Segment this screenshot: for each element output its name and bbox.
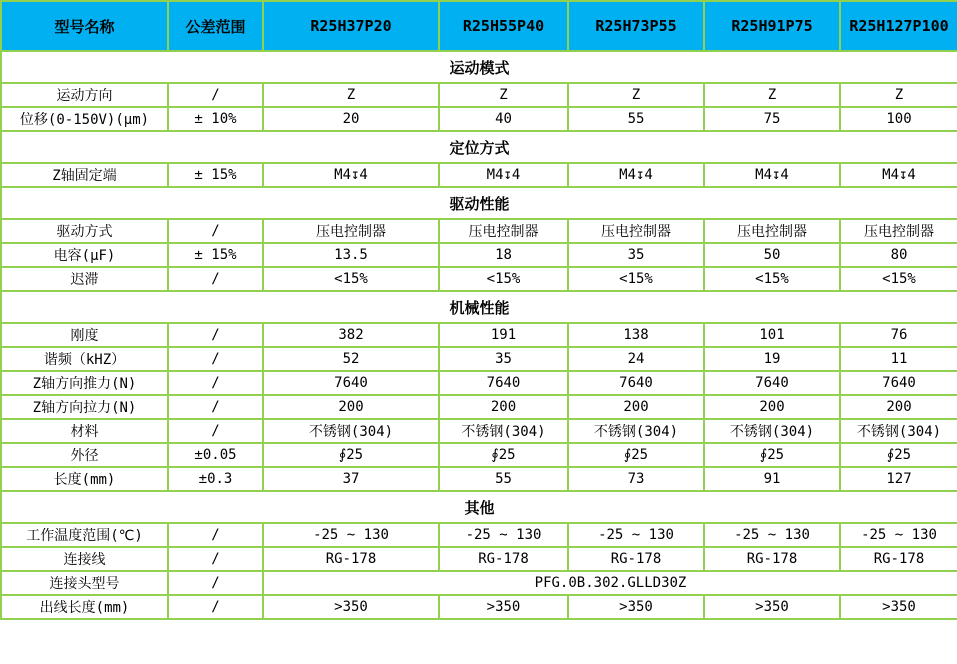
value-cell: M4↧4 xyxy=(263,163,439,187)
section-row xyxy=(1,187,957,219)
value-cell: 76 xyxy=(840,323,957,347)
tolerance-cell: ± 15% xyxy=(168,243,263,267)
table-row xyxy=(1,83,957,107)
table-row xyxy=(1,323,957,347)
column-header: 公差范围 xyxy=(168,1,263,51)
section-title: 定位方式 xyxy=(1,131,957,163)
value-cell: 19 xyxy=(704,347,840,371)
value-cell: 75 xyxy=(704,107,840,131)
tolerance-cell: ± 15% xyxy=(168,163,263,187)
table-row xyxy=(1,547,957,571)
row-label: 连接头型号 xyxy=(1,571,168,595)
section-title: 运动模式 xyxy=(1,51,957,83)
table-row xyxy=(1,267,957,291)
value-cell: 73 xyxy=(568,467,704,491)
value-cell: 11 xyxy=(840,347,957,371)
row-label: Z轴固定端 xyxy=(1,163,168,187)
table-row xyxy=(1,163,957,187)
value-cell: 37 xyxy=(263,467,439,491)
value-cell: <15% xyxy=(263,267,439,291)
value-cell: M4↧4 xyxy=(840,163,957,187)
value-cell: 13.5 xyxy=(263,243,439,267)
column-header: 型号名称 xyxy=(1,1,168,51)
table-row xyxy=(1,571,957,595)
table-row xyxy=(1,371,957,395)
value-cell: Z xyxy=(704,83,840,107)
section-row xyxy=(1,491,957,523)
tolerance-cell: / xyxy=(168,83,263,107)
column-header: R25H55P40 xyxy=(439,1,568,51)
section-title: 驱动性能 xyxy=(1,187,957,219)
value-cell: -25 ~ 130 xyxy=(840,523,957,547)
column-header: R25H91P75 xyxy=(704,1,840,51)
value-cell: RG-178 xyxy=(840,547,957,571)
value-cell: Z xyxy=(840,83,957,107)
value-cell: 不锈钢(304) xyxy=(263,419,439,443)
value-cell: 101 xyxy=(704,323,840,347)
value-cell: 50 xyxy=(704,243,840,267)
value-cell: -25 ~ 130 xyxy=(704,523,840,547)
row-label: Z轴方向推力(N) xyxy=(1,371,168,395)
value-cell: Z xyxy=(568,83,704,107)
header-row xyxy=(1,1,957,51)
row-label: 运动方向 xyxy=(1,83,168,107)
value-cell: M4↧4 xyxy=(439,163,568,187)
tolerance-cell: ±0.3 xyxy=(168,467,263,491)
value-cell: 24 xyxy=(568,347,704,371)
table-row xyxy=(1,419,957,443)
column-header: R25H37P20 xyxy=(263,1,439,51)
value-cell: 7640 xyxy=(263,371,439,395)
row-label: 工作温度范围(℃) xyxy=(1,523,168,547)
value-cell: 55 xyxy=(439,467,568,491)
column-header: R25H127P100 xyxy=(840,1,957,51)
value-cell: 7640 xyxy=(568,371,704,395)
value-cell: -25 ~ 130 xyxy=(263,523,439,547)
value-cell: >350 xyxy=(263,595,439,619)
value-cell: 7640 xyxy=(840,371,957,395)
section-row xyxy=(1,51,957,83)
spec-table-body xyxy=(1,51,957,619)
value-cell: 7640 xyxy=(704,371,840,395)
value-cell: 80 xyxy=(840,243,957,267)
value-cell: 55 xyxy=(568,107,704,131)
value-cell: 127 xyxy=(840,467,957,491)
tolerance-cell: / xyxy=(168,395,263,419)
value-cell: 52 xyxy=(263,347,439,371)
row-label: 驱动方式 xyxy=(1,219,168,243)
row-label: 电容(μF) xyxy=(1,243,168,267)
value-cell: 不锈钢(304) xyxy=(568,419,704,443)
value-cell: 200 xyxy=(568,395,704,419)
value-cell: 100 xyxy=(840,107,957,131)
tolerance-cell: / xyxy=(168,371,263,395)
row-label: 连接线 xyxy=(1,547,168,571)
value-cell: 200 xyxy=(704,395,840,419)
row-label: 位移(0-150V)(μm) xyxy=(1,107,168,131)
row-label: 长度(mm) xyxy=(1,467,168,491)
value-cell: 不锈钢(304) xyxy=(840,419,957,443)
table-row xyxy=(1,347,957,371)
value-cell: -25 ~ 130 xyxy=(439,523,568,547)
value-cell: >350 xyxy=(439,595,568,619)
tolerance-cell: / xyxy=(168,267,263,291)
row-label: Z轴方向拉力(N) xyxy=(1,395,168,419)
value-cell: 191 xyxy=(439,323,568,347)
row-label: 外径 xyxy=(1,443,168,467)
section-row xyxy=(1,291,957,323)
value-cell: >350 xyxy=(568,595,704,619)
value-cell: 382 xyxy=(263,323,439,347)
value-cell: 40 xyxy=(439,107,568,131)
value-cell: ∮25 xyxy=(568,443,704,467)
tolerance-cell: / xyxy=(168,523,263,547)
value-cell: ∮25 xyxy=(704,443,840,467)
tolerance-cell: ±0.05 xyxy=(168,443,263,467)
value-cell: 不锈钢(304) xyxy=(704,419,840,443)
value-cell: M4↧4 xyxy=(704,163,840,187)
table-row xyxy=(1,219,957,243)
tolerance-cell: ± 10% xyxy=(168,107,263,131)
tolerance-cell: / xyxy=(168,323,263,347)
value-cell: 压电控制器 xyxy=(439,219,568,243)
value-cell: Z xyxy=(439,83,568,107)
value-cell: <15% xyxy=(439,267,568,291)
value-cell: 91 xyxy=(704,467,840,491)
column-header: R25H73P55 xyxy=(568,1,704,51)
table-row xyxy=(1,523,957,547)
value-cell: 35 xyxy=(439,347,568,371)
tolerance-cell: / xyxy=(168,347,263,371)
section-title: 其他 xyxy=(1,491,957,523)
value-cell: Z xyxy=(263,83,439,107)
value-cell: 不锈钢(304) xyxy=(439,419,568,443)
row-label: 材料 xyxy=(1,419,168,443)
row-label: 出线长度(mm) xyxy=(1,595,168,619)
value-cell: RG-178 xyxy=(439,547,568,571)
value-cell: 压电控制器 xyxy=(840,219,957,243)
value-cell: <15% xyxy=(568,267,704,291)
merged-value-cell: PFG.0B.302.GLLD30Z xyxy=(263,571,957,595)
table-row xyxy=(1,107,957,131)
tolerance-cell: / xyxy=(168,547,263,571)
value-cell: <15% xyxy=(704,267,840,291)
value-cell: RG-178 xyxy=(568,547,704,571)
value-cell: RG-178 xyxy=(263,547,439,571)
tolerance-cell: / xyxy=(168,419,263,443)
value-cell: M4↧4 xyxy=(568,163,704,187)
value-cell: >350 xyxy=(840,595,957,619)
value-cell: 压电控制器 xyxy=(263,219,439,243)
tolerance-cell: / xyxy=(168,571,263,595)
table-row xyxy=(1,443,957,467)
value-cell: 7640 xyxy=(439,371,568,395)
value-cell: -25 ~ 130 xyxy=(568,523,704,547)
table-row xyxy=(1,595,957,619)
value-cell: >350 xyxy=(704,595,840,619)
value-cell: 20 xyxy=(263,107,439,131)
tolerance-cell: / xyxy=(168,219,263,243)
value-cell: ∮25 xyxy=(840,443,957,467)
section-row xyxy=(1,131,957,163)
row-label: 谐频（kHZ） xyxy=(1,347,168,371)
value-cell: ∮25 xyxy=(263,443,439,467)
table-row xyxy=(1,243,957,267)
value-cell: 138 xyxy=(568,323,704,347)
value-cell: <15% xyxy=(840,267,957,291)
value-cell: 200 xyxy=(263,395,439,419)
row-label: 刚度 xyxy=(1,323,168,347)
value-cell: 压电控制器 xyxy=(704,219,840,243)
value-cell: 压电控制器 xyxy=(568,219,704,243)
row-label: 迟滞 xyxy=(1,267,168,291)
table-row xyxy=(1,467,957,491)
table-row xyxy=(1,395,957,419)
value-cell: RG-178 xyxy=(704,547,840,571)
section-title: 机械性能 xyxy=(1,291,957,323)
value-cell: 200 xyxy=(439,395,568,419)
tolerance-cell: / xyxy=(168,595,263,619)
value-cell: 18 xyxy=(439,243,568,267)
value-cell: ∮25 xyxy=(439,443,568,467)
value-cell: 35 xyxy=(568,243,704,267)
value-cell: 200 xyxy=(840,395,957,419)
